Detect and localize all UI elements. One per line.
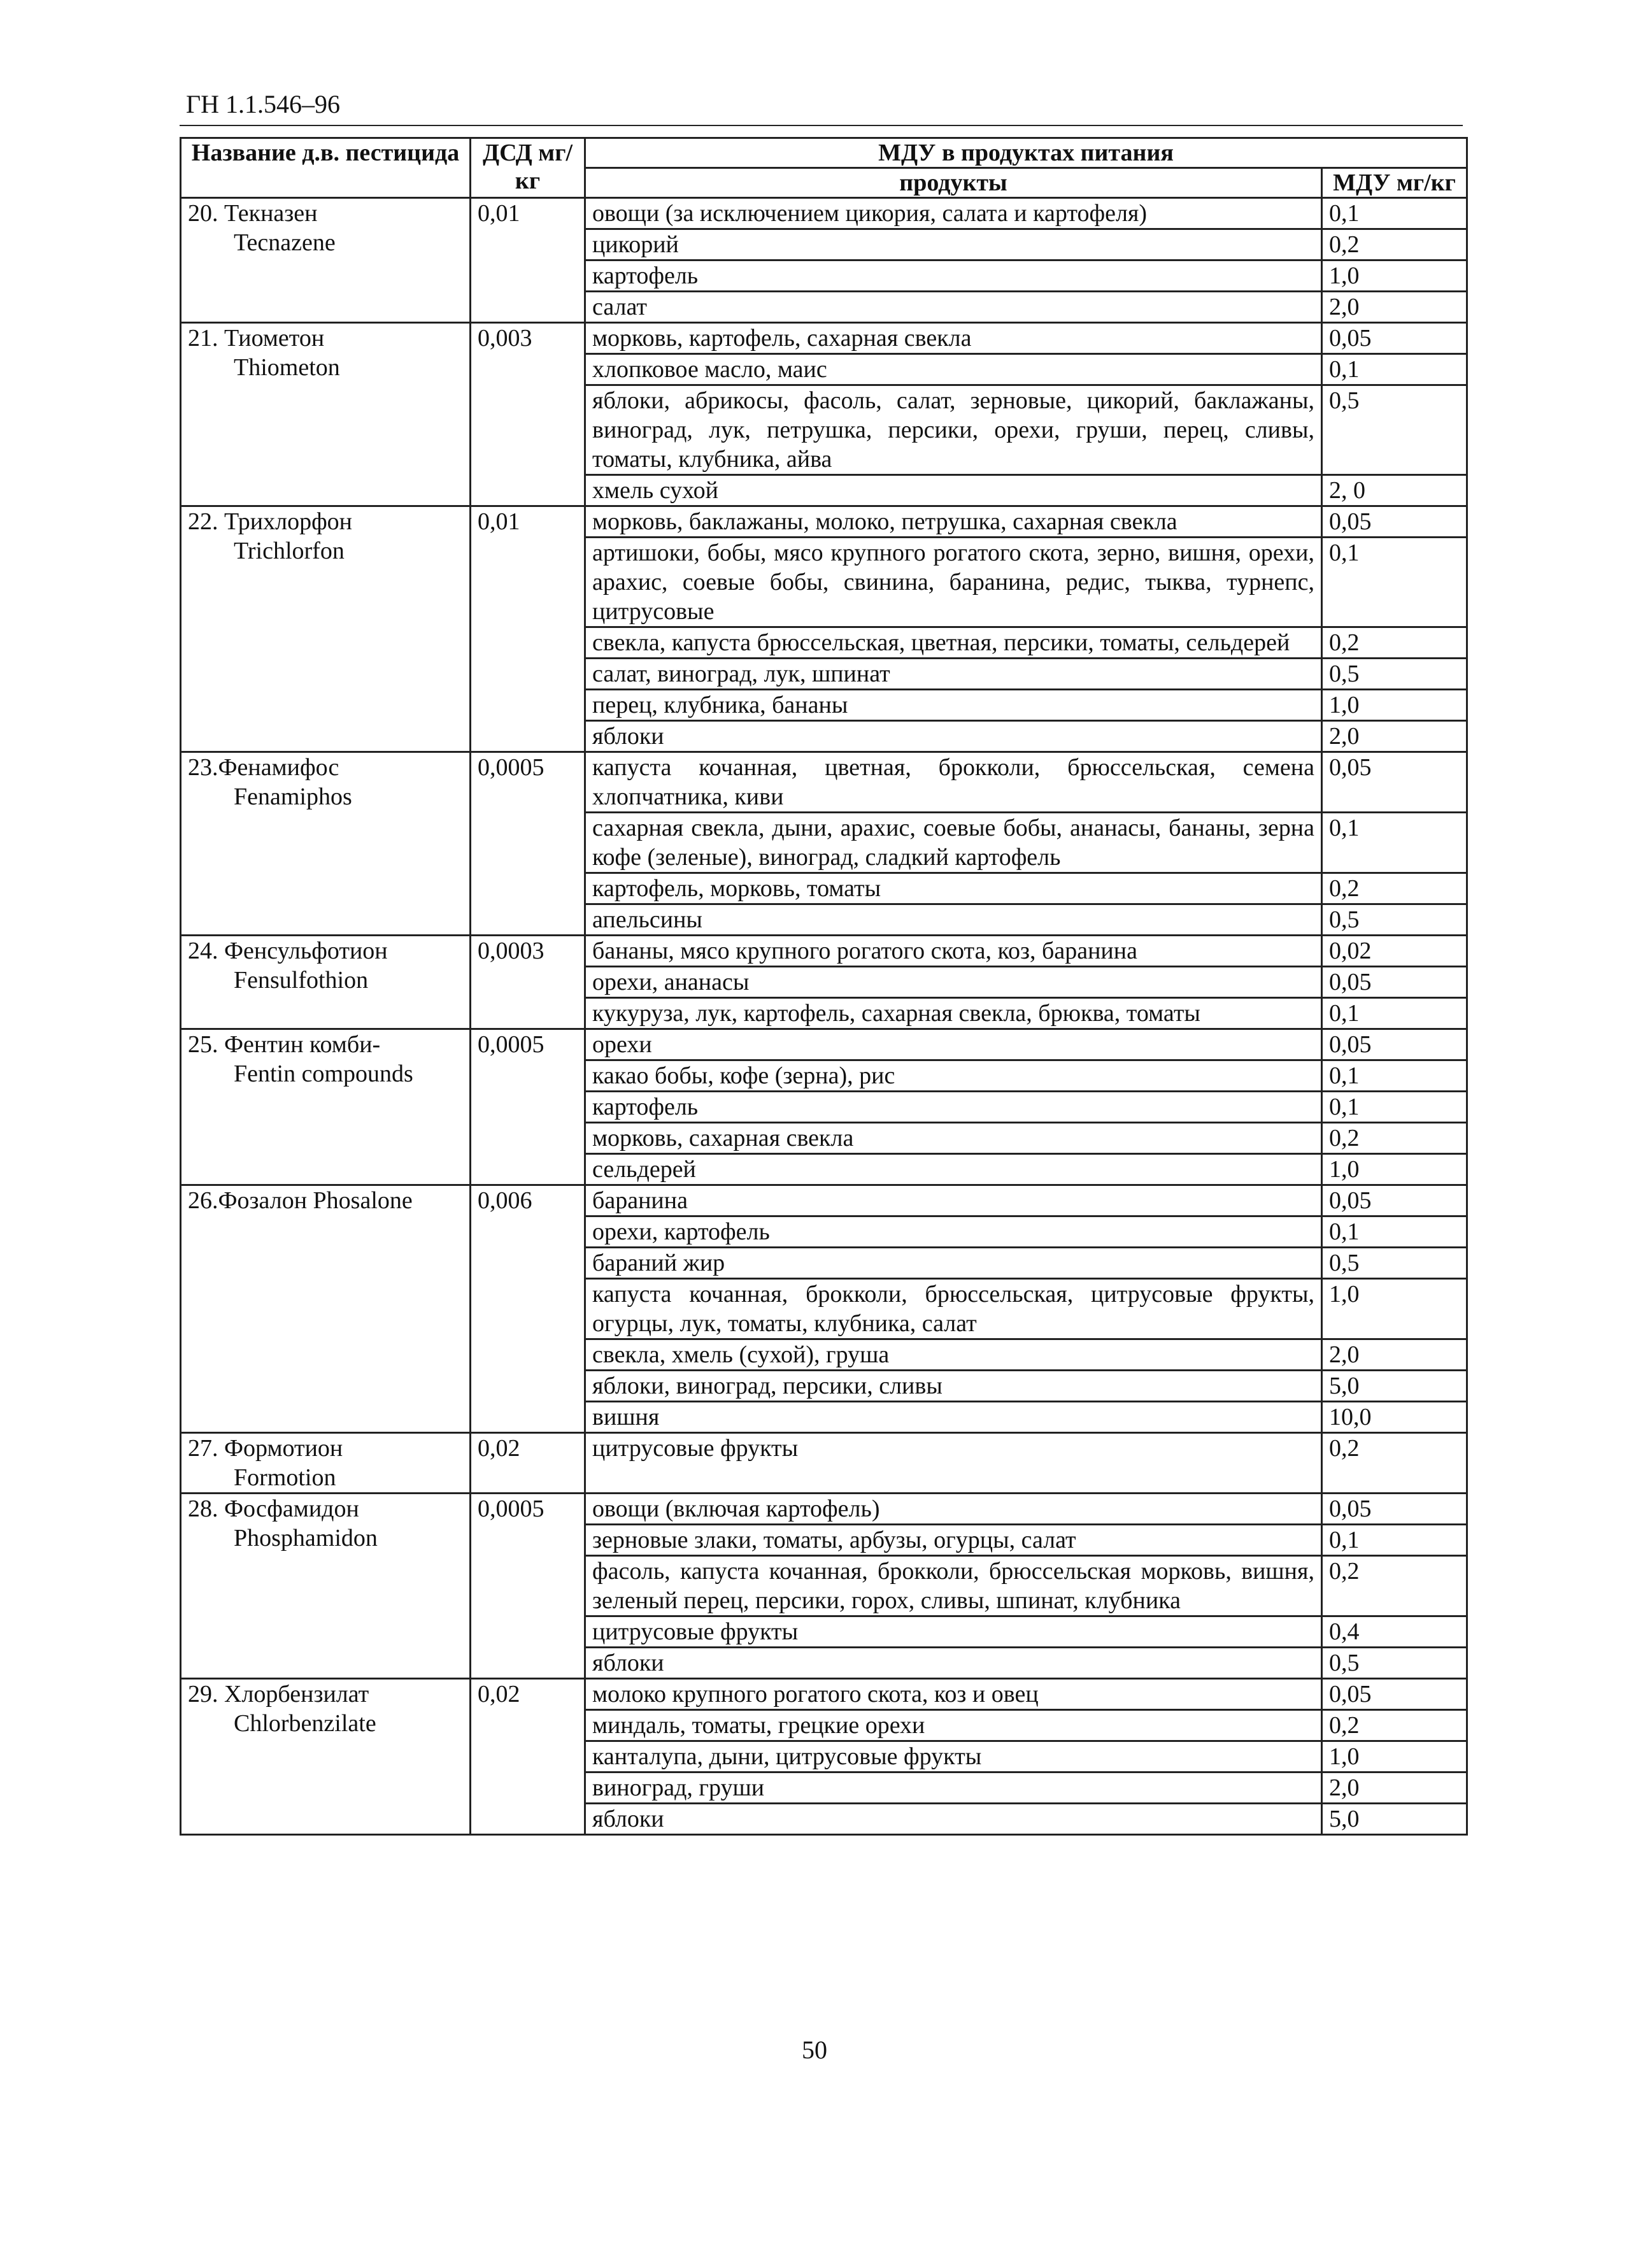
- pesticide-name-latin: Formotion: [234, 1464, 336, 1491]
- mdu-cell: 0,05: [1322, 1029, 1467, 1060]
- pesticide-name-ru: 26.Фозалон Phosalone: [188, 1187, 413, 1214]
- dsd-cell: 0,0003: [471, 936, 585, 1029]
- product-cell: канталупа, дыни, цитрусовые фрукты: [585, 1741, 1322, 1772]
- product-cell: салат: [585, 292, 1322, 323]
- pesticide-name-cell: [181, 198, 471, 323]
- pesticide-name-cell: [181, 1679, 471, 1835]
- product-cell: апельсины: [585, 904, 1322, 936]
- product-cell: цитрусовые фрукты: [585, 1433, 1322, 1494]
- document-code: ГН 1.1.546–96: [186, 90, 341, 118]
- mdu-cell: 1,0: [1322, 1279, 1467, 1339]
- product-cell: морковь, баклажаны, молоко, петрушка, сахарная свекла: [585, 506, 1322, 538]
- pesticide-name-cell: [181, 1494, 471, 1679]
- mdu-cell: 0,5: [1322, 904, 1467, 936]
- product-cell: баранина: [585, 1185, 1322, 1216]
- product-cell: орехи, картофель: [585, 1216, 1322, 1248]
- mdu-cell: 0,1: [1322, 354, 1467, 385]
- mdu-cell: 0,05: [1322, 323, 1467, 354]
- pesticide-name-ru: 29. Хлорбензилат: [188, 1681, 369, 1708]
- product-cell: картофель: [585, 260, 1322, 292]
- mdu-cell: 1,0: [1322, 1154, 1467, 1185]
- header-mdu: МДУ мг/кг: [1322, 168, 1467, 198]
- table-row: [181, 752, 1467, 813]
- product-cell: салат, виноград, лук, шпинат: [585, 659, 1322, 690]
- mdu-cell: 0,05: [1322, 967, 1467, 998]
- mdu-cell: 0,1: [1322, 1092, 1467, 1123]
- pesticide-name-ru: 28. Фосфамидон: [188, 1495, 359, 1522]
- dsd-cell: 0,0005: [471, 1029, 585, 1185]
- mdu-cell: 0,1: [1322, 813, 1467, 873]
- mdu-cell: 0,2: [1322, 1710, 1467, 1741]
- product-cell: яблоки: [585, 1804, 1322, 1835]
- pesticide-name-cell: [181, 323, 471, 506]
- pesticide-name-ru: 23.Фенамифос: [188, 754, 339, 781]
- dsd-cell: 0,003: [471, 323, 585, 506]
- table-row: [181, 1433, 1467, 1494]
- product-cell: яблоки, абрикосы, фасоль, салат, зерновые, цикорий, баклажаны, виноград, лук, петрушка, персики, орехи, груши, перец, сливы, томаты, клубника, айва: [585, 385, 1322, 475]
- mdu-cell: 0,2: [1322, 1556, 1467, 1616]
- header-rule: [180, 125, 1463, 126]
- product-cell: хлопковое масло, маис: [585, 354, 1322, 385]
- dsd-cell: 0,01: [471, 198, 585, 323]
- product-cell: морковь, сахарная свекла: [585, 1123, 1322, 1154]
- product-cell: артишоки, бобы, мясо крупного рогатого скота, зерно, вишня, орехи, арахис, соевые бобы, свинина, баранина, редис, тыква, турнепс, цитрусовые: [585, 538, 1322, 627]
- mdu-cell: 0,2: [1322, 1123, 1467, 1154]
- pesticide-name-ru: 25. Фентин комби-: [188, 1031, 381, 1058]
- pesticide-name-latin: Trichlorfon: [234, 538, 345, 564]
- pesticide-name-latin: Fentin compounds: [234, 1060, 413, 1087]
- pesticide-name-latin: Thiometon: [234, 354, 340, 381]
- pesticide-name-cell: [181, 506, 471, 752]
- product-cell: орехи: [585, 1029, 1322, 1060]
- dsd-cell: 0,02: [471, 1679, 585, 1835]
- product-cell: капуста кочанная, брокколи, брюссельская, цитрусовые фрукты, огурцы, лук, томаты, клубника, салат: [585, 1279, 1322, 1339]
- product-cell: яблоки: [585, 721, 1322, 752]
- pesticide-name-ru: 20. Текназен: [188, 200, 318, 227]
- mdu-cell: 0,1: [1322, 198, 1467, 229]
- product-cell: цитрусовые фрукты: [585, 1616, 1322, 1648]
- pesticide-name-latin: Chlorbenzilate: [234, 1710, 376, 1737]
- product-cell: свекла, хмель (сухой), груша: [585, 1339, 1322, 1371]
- pesticide-name-ru: 22. Трихлорфон: [188, 508, 353, 535]
- header-dsd: ДСД мг/кг: [471, 138, 585, 198]
- table-row: [181, 1494, 1467, 1525]
- mdu-cell: 0,05: [1322, 1679, 1467, 1710]
- mdu-cell: 2,0: [1322, 721, 1467, 752]
- product-cell: молоко крупного рогатого скота, коз и овец: [585, 1679, 1322, 1710]
- dsd-cell: 0,02: [471, 1433, 585, 1494]
- mdu-cell: 5,0: [1322, 1804, 1467, 1835]
- dsd-cell: 0,0005: [471, 752, 585, 936]
- mdu-cell: 0,05: [1322, 752, 1467, 813]
- table-row: [181, 198, 1467, 229]
- product-cell: хмель сухой: [585, 475, 1322, 506]
- header-row-1: [181, 138, 1467, 168]
- product-cell: орехи, ананасы: [585, 967, 1322, 998]
- table-row: [181, 506, 1467, 538]
- table-row: [181, 323, 1467, 354]
- mdu-cell: 0,1: [1322, 1216, 1467, 1248]
- product-cell: перец, клубника, бананы: [585, 690, 1322, 721]
- pesticide-name-latin: Fensulfothion: [234, 967, 369, 994]
- mdu-cell: 0,2: [1322, 1433, 1467, 1494]
- product-cell: овощи (за исключением цикория, салата и картофеля): [585, 198, 1322, 229]
- table-row: [181, 936, 1467, 967]
- mdu-cell: 2,0: [1322, 1339, 1467, 1371]
- mdu-cell: 0,5: [1322, 1248, 1467, 1279]
- mdu-cell: 0,1: [1322, 998, 1467, 1029]
- mdu-cell: 10,0: [1322, 1402, 1467, 1433]
- mdu-cell: 0,2: [1322, 873, 1467, 904]
- pesticide-name-cell: [181, 936, 471, 1029]
- mdu-cell: 0,1: [1322, 538, 1467, 627]
- pesticide-name-cell: [181, 1185, 471, 1433]
- mdu-cell: 0,05: [1322, 1185, 1467, 1216]
- product-cell: виноград, груши: [585, 1772, 1322, 1804]
- product-cell: кукуруза, лук, картофель, сахарная свекла, брюква, томаты: [585, 998, 1322, 1029]
- mdu-cell: 0,05: [1322, 1494, 1467, 1525]
- pesticide-name-cell: [181, 1433, 471, 1494]
- mdu-cell: 0,1: [1322, 1525, 1467, 1556]
- mdu-cell: 0,2: [1322, 627, 1467, 659]
- header-pesticide: Название д.в. пестицида: [181, 138, 471, 198]
- mdu-cell: 0,5: [1322, 1648, 1467, 1679]
- pesticide-name-ru: 24. Фенсульфотион: [188, 938, 388, 964]
- mdu-cell: 1,0: [1322, 690, 1467, 721]
- product-cell: цикорий: [585, 229, 1322, 260]
- product-cell: капуста кочанная, цветная, брокколи, брюссельская, семена хлопчатника, киви: [585, 752, 1322, 813]
- dsd-cell: 0,006: [471, 1185, 585, 1433]
- product-cell: яблоки, виноград, персики, сливы: [585, 1371, 1322, 1402]
- header-products: продукты: [585, 168, 1322, 198]
- pesticide-name-cell: [181, 752, 471, 936]
- mdu-cell: 1,0: [1322, 260, 1467, 292]
- header-mdu-group: МДУ в продуктах питания: [585, 138, 1467, 168]
- mdu-cell: 2,0: [1322, 292, 1467, 323]
- product-cell: фасоль, капуста кочанная, брокколи, брюссельская морковь, вишня, зеленый перец, персики, горох, сливы, шпинат, клубника: [585, 1556, 1322, 1616]
- product-cell: картофель: [585, 1092, 1322, 1123]
- product-cell: бананы, мясо крупного рогатого скота, коз, баранина: [585, 936, 1322, 967]
- pesticide-name-latin: Tecnazene: [234, 229, 336, 256]
- product-cell: морковь, картофель, сахарная свекла: [585, 323, 1322, 354]
- product-cell: какао бобы, кофе (зерна), рис: [585, 1060, 1322, 1092]
- page-number: 50: [802, 2036, 827, 2064]
- product-cell: зерновые злаки, томаты, арбузы, огурцы, салат: [585, 1525, 1322, 1556]
- product-cell: овощи (включая картофель): [585, 1494, 1322, 1525]
- dsd-cell: 0,01: [471, 506, 585, 752]
- product-cell: свекла, капуста брюссельская, цветная, персики, томаты, сельдерей: [585, 627, 1322, 659]
- table-row: [181, 1185, 1467, 1216]
- mdu-cell: 0,2: [1322, 229, 1467, 260]
- pesticide-name-latin: Phosphamidon: [234, 1525, 378, 1551]
- mdu-cell: 5,0: [1322, 1371, 1467, 1402]
- product-cell: вишня: [585, 1402, 1322, 1433]
- mdu-cell: 0,05: [1322, 506, 1467, 538]
- product-cell: картофель, морковь, томаты: [585, 873, 1322, 904]
- product-cell: яблоки: [585, 1648, 1322, 1679]
- product-cell: бараний жир: [585, 1248, 1322, 1279]
- dsd-cell: 0,0005: [471, 1494, 585, 1679]
- pesticide-name-cell: [181, 1029, 471, 1185]
- pesticide-name-ru: 27. Формотион: [188, 1435, 343, 1462]
- pesticide-table: [180, 137, 1468, 1836]
- mdu-cell: 0,5: [1322, 659, 1467, 690]
- product-cell: миндаль, томаты, грецкие орехи: [585, 1710, 1322, 1741]
- mdu-cell: 2, 0: [1322, 475, 1467, 506]
- mdu-cell: 0,02: [1322, 936, 1467, 967]
- mdu-cell: 2,0: [1322, 1772, 1467, 1804]
- pesticide-name-latin: Fenamiphos: [234, 783, 352, 810]
- table-body: [181, 198, 1467, 1835]
- mdu-cell: 0,5: [1322, 385, 1467, 475]
- product-cell: сельдерей: [585, 1154, 1322, 1185]
- mdu-cell: 0,1: [1322, 1060, 1467, 1092]
- pesticide-name-ru: 21. Тиометон: [188, 325, 325, 352]
- table-row: [181, 1679, 1467, 1710]
- product-cell: сахарная свекла, дыни, арахис, соевые бобы, ананасы, бананы, зерна кофе (зеленые), виноград, сладкий картофель: [585, 813, 1322, 873]
- mdu-cell: 0,4: [1322, 1616, 1467, 1648]
- table-row: [181, 1029, 1467, 1060]
- mdu-cell: 1,0: [1322, 1741, 1467, 1772]
